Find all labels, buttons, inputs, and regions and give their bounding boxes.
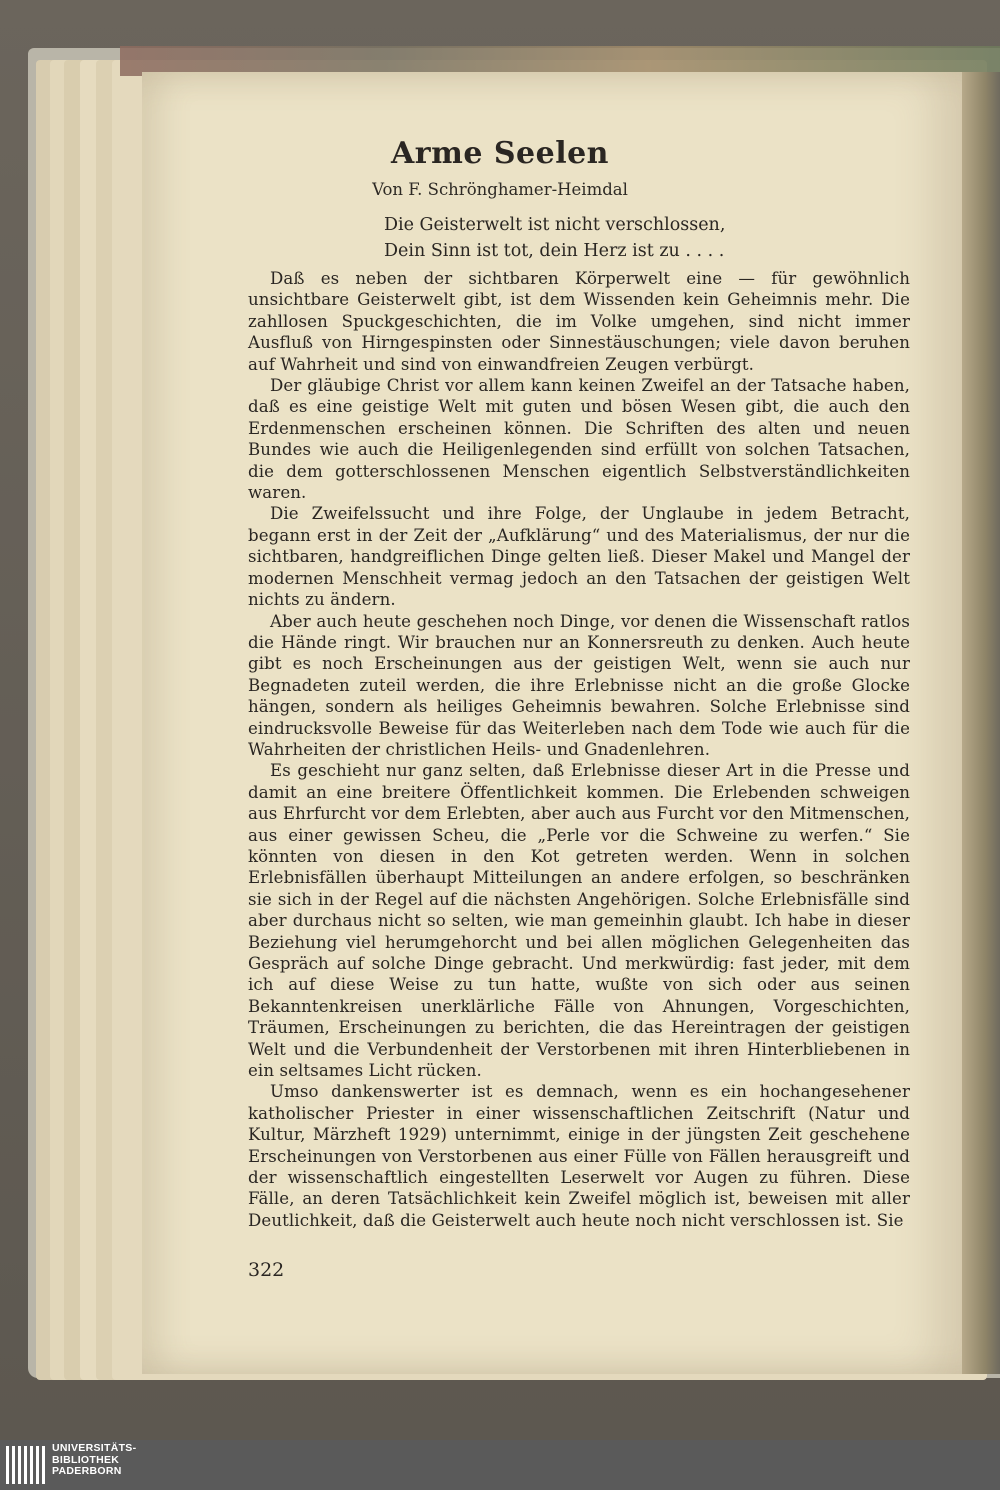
epigraph-line: Die Geisterwelt ist nicht verschlossen, [384, 215, 726, 235]
logo-line: BIBLIOTHEK [52, 1453, 120, 1466]
epigraph-line: Dein Sinn ist tot, dein Herz ist zu . . . . [384, 241, 725, 261]
paragraph: Die Zweifelssucht und ihre Folge, der Unglaube in jedem Betracht, begann erst in der Zeit der „Aufklärung“ und des Materialismus, der nur die sichtbaren, handgreiflichen Dinge gelten ließ. Dieser Makel und Mangel der modernen Menschheit vermag jedoch an den Tatsachen der geistigen Welt nichts zu ändern. [248, 504, 910, 610]
article-title: Arme Seelen [391, 136, 609, 171]
paragraph: Daß es neben der sichtbaren Körperwelt eine — für gewöhnlich unsichtbare Geisterwelt gibt, ist dem Wissenden kein Geheimnis mehr. Die zahllosen Spuckgeschichten, die im Volke umgehen, sind nicht immer Ausfluß von Hirngespinsten oder Sinnestäuschungen; viele davon beruhen auf Wahrheit und sind von einwandfreien Zeugen verbürgt. [248, 269, 910, 374]
paragraph: Der gläubige Christ vor allem kann keinen Zweifel an der Tatsache haben, daß es eine geistige Welt mit guten und bösen Wesen gibt, die auch den Erdenmenschen erscheinen können. Die Schriften des alten und neuen Bundes wie auch die Heiligenlegenden sind erfüllt von solchen Tatsachen, die dem gotterschlossenen Menschen eigentlich Selbstverständlichkeiten waren. [248, 376, 910, 503]
paragraph: Es geschieht nur ganz selten, daß Erlebnisse dieser Art in die Presse und damit an eine breitere Öffentlichkeit kommen. Die Erlebenden schweigen aus Ehrfurcht vor dem Erlebten, aber auch aus Furcht vor den Mitmenschen, aus einer gewissen Scheu, die „Perle vor die Schweine zu werfen.“ Sie könnten von diesen in den Kot getreten werden. Wenn in solchen Erlebnisfällen überhaupt Mitteilungen an andere erfolgen, so beschränken sie sich in der Regel auf die nächsten Angehörigen. Solche Erlebnisfälle sind aber durchaus nicht so selten, wie man gemeinhin glaubt. Ich habe in dieser Beziehung viel herumgehorcht und bei allen möglichen Gelegenheiten das Gespräch auf solche Dinge gebracht. Und merkwürdig: fast jeder, mit dem ich auf diese Weise zu tun hatte, wußte von sich oder aus seinen Bekanntenkreisen unerklärliche Fälle von Ahnungen, Vorgeschichten, Träumen, Erscheinungen zu berichten, die das Hereintragen der geistigen Welt und die Verbundenheit der Verstorbenen mit ihren Hinterbliebenen in ein seltsames Licht rücken. [248, 761, 910, 1081]
paragraph: Umso dankenswerter ist es demnach, wenn es ein hochangesehener katholischer Priester in einer wissenschaftlichen Zeitschrift (Natur und Kultur, Märzheft 1929) unternimmt, einige in der jüngsten Zeit geschehene Erscheinungen von Verstorbenen aus einer Fülle von Fällen herausgreift und der wissenschaftlich eingestellten Leserwelt vor Augen zu führen. Diese Fälle, an deren Tatsächlichkeit kein Zweifel möglich ist, beweisen mit aller Deutlichkeit, daß die Geisterwelt auch heute noch nicht verschlossen ist. Sie [248, 1082, 910, 1230]
library-logo-icon [6, 1446, 50, 1484]
epigraph [384, 212, 804, 264]
paragraph: Aber auch heute geschehen noch Dinge, vor denen die Wissenschaft ratlos die Hände ringt. Wir brauchen nur an Konnersreuth zu denken. Auch heute gibt es noch Erscheinungen aus der geistigen Welt, wenn sie auch nur Begnadeten zuteil werden, die ihre Erlebnisse nicht an die große Glocke hängen, sondern als heiliges Geheimnis bewahren. Solche Erlebnisse sind eindrucksvolle Beweise für das Weiterleben nach dem Tode wie auch für die Wahrheiten der christlichen Heils- und Gnadenlehren. [248, 611, 910, 759]
book-spine-edge [962, 72, 1000, 1374]
library-footer [0, 1440, 1000, 1490]
logo-line: UNIVERSITÄTS- [52, 1442, 137, 1454]
article-byline: Von F. Schrönghamer-Heimdal [372, 180, 628, 199]
logo-line: PADERBORN [52, 1465, 122, 1477]
page-number: 322 [248, 1259, 285, 1281]
article-body [248, 268, 910, 1231]
library-logo-text [52, 1443, 136, 1478]
